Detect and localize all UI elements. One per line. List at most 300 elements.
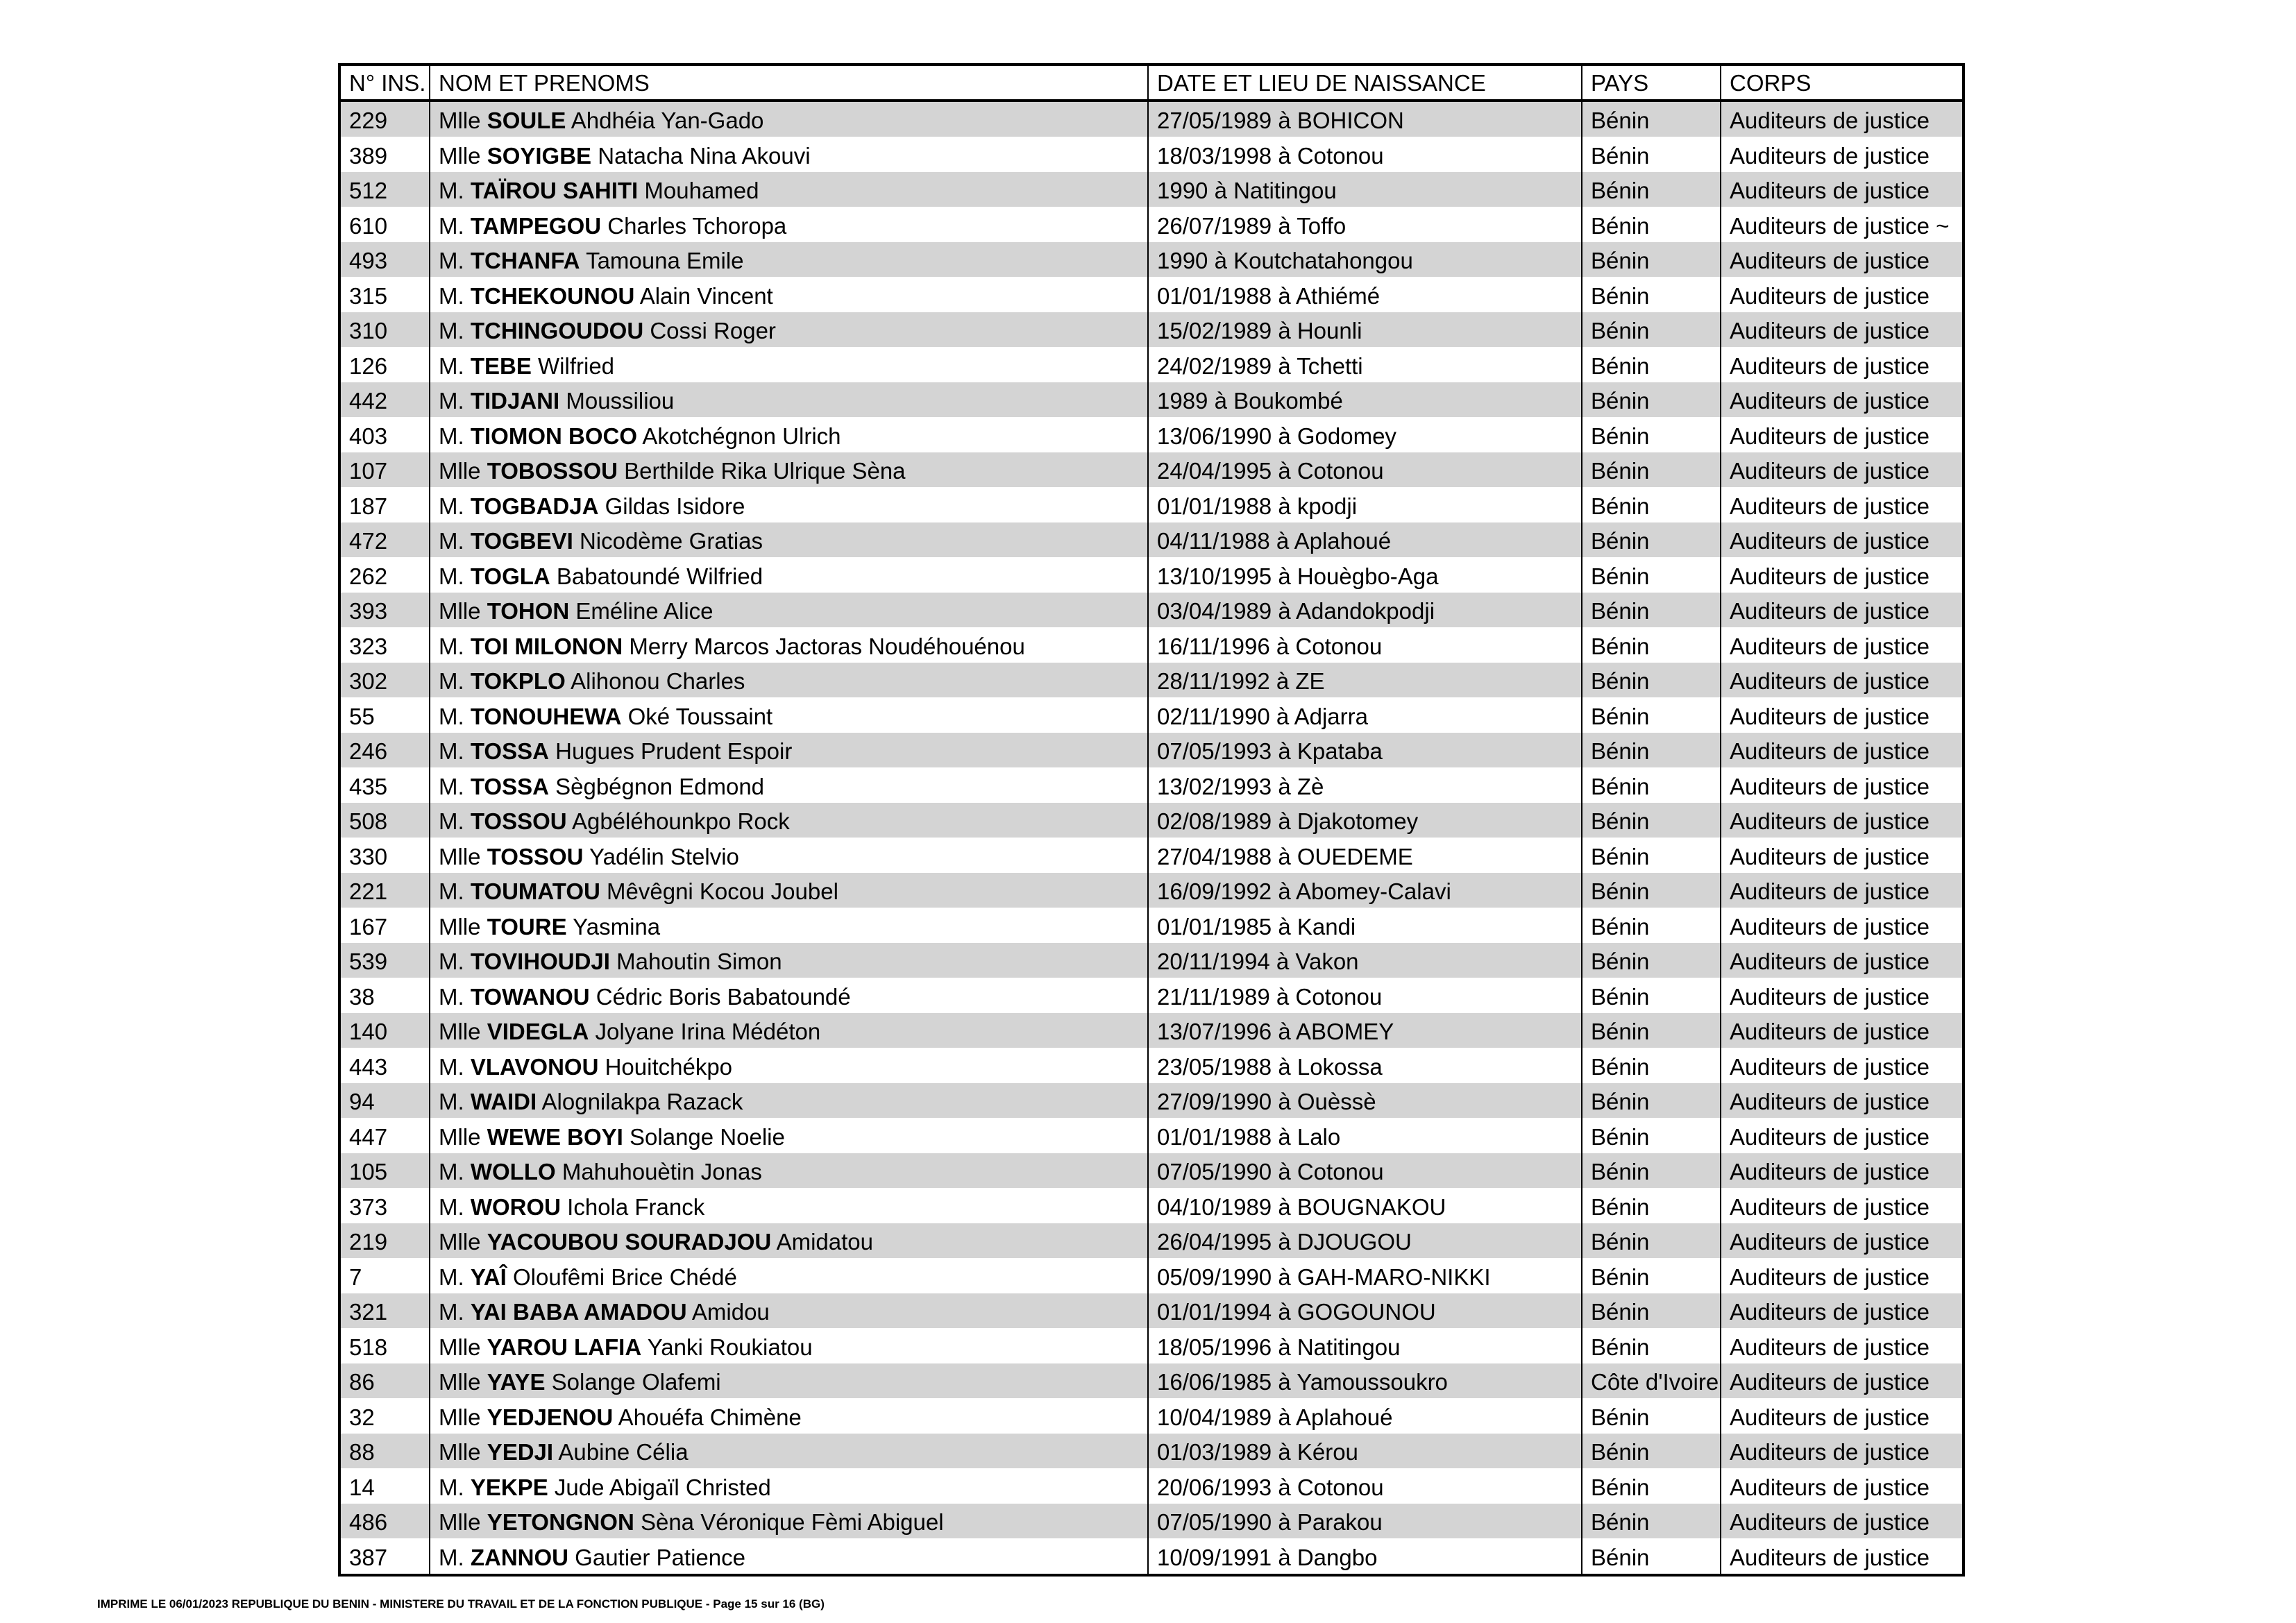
table-row <box>339 137 1964 173</box>
cell-country: Bénin <box>1582 698 1721 733</box>
table-row <box>339 978 1964 1014</box>
name-title: Mlle <box>439 1509 481 1535</box>
cell-country: Bénin <box>1582 663 1721 698</box>
table-row <box>339 348 1964 383</box>
cell-birth: 1990 à Koutchatahongou <box>1148 242 1582 278</box>
name-surname: YAÎ <box>470 1264 507 1290</box>
cell-corps: Auditeurs de justice <box>1721 628 1964 663</box>
cell-birth: 10/09/1991 à Dangbo <box>1148 1539 1582 1576</box>
name-title: M. <box>439 493 464 519</box>
name-surname: TAMPEGOU <box>470 213 602 239</box>
name-title: M. <box>439 808 464 834</box>
name-given: Merry Marcos Jactoras Noudéhouénou <box>629 634 1025 659</box>
cell-country: Bénin <box>1582 382 1721 418</box>
cell-corps: Auditeurs de justice <box>1721 663 1964 698</box>
cell-birth: 01/01/1988 à Athiémé <box>1148 278 1582 313</box>
name-surname: SOYIGBE <box>487 143 592 169</box>
name-given: Sèna Véronique Fèmi Abiguel <box>640 1509 944 1535</box>
cell-corps: Auditeurs de justice <box>1721 137 1964 173</box>
table-row <box>339 452 1964 488</box>
name-given: Akotchégnon Ulrich <box>642 423 841 449</box>
cell-num: 443 <box>339 1048 430 1084</box>
name-given: Houitchékpo <box>605 1054 733 1080</box>
cell-num: 32 <box>339 1399 430 1434</box>
name-surname: YEDJI <box>487 1439 554 1465</box>
name-given: Moussiliou <box>566 388 675 414</box>
cell-birth: 21/11/1989 à Cotonou <box>1148 978 1582 1014</box>
cell-corps: Auditeurs de justice <box>1721 1259 1964 1294</box>
cell-num: 187 <box>339 488 430 523</box>
name-surname: YAYE <box>487 1369 546 1395</box>
name-surname: TOBOSSOU <box>487 458 618 484</box>
name-title: M. <box>439 1159 464 1184</box>
cell-birth: 05/09/1990 à GAH-MARO-NIKKI <box>1148 1259 1582 1294</box>
name-title: Mlle <box>439 1334 481 1360</box>
cell-country: Bénin <box>1582 172 1721 207</box>
cell-name <box>430 1083 1148 1119</box>
name-title: M. <box>439 949 464 974</box>
cell-corps: Auditeurs de justice <box>1721 172 1964 207</box>
name-surname: TOSSA <box>470 774 549 799</box>
cell-birth: 13/10/1995 à Houègbo-Aga <box>1148 558 1582 593</box>
cell-country: Bénin <box>1582 908 1721 944</box>
cell-num: 435 <box>339 768 430 804</box>
cell-num: 518 <box>339 1329 430 1364</box>
cell-country: Bénin <box>1582 628 1721 663</box>
cell-name <box>430 838 1148 874</box>
name-surname: TAÏROU SAHITI <box>470 178 639 203</box>
name-given: Hugues Prudent Espoir <box>555 738 793 764</box>
cell-corps: Auditeurs de justice <box>1721 1119 1964 1154</box>
cell-country: Bénin <box>1582 312 1721 348</box>
cell-corps: Auditeurs de justice <box>1721 1083 1964 1119</box>
cell-num: 94 <box>339 1083 430 1119</box>
cell-name <box>430 1329 1148 1364</box>
cell-name <box>430 242 1148 278</box>
name-title: Mlle <box>439 143 481 169</box>
name-title: M. <box>439 283 464 309</box>
cell-num: 442 <box>339 382 430 418</box>
name-given: Ichola Franck <box>567 1194 705 1220</box>
cell-name <box>430 1119 1148 1154</box>
cell-country: Bénin <box>1582 733 1721 768</box>
table-row <box>339 418 1964 453</box>
cell-country: Bénin <box>1582 1259 1721 1294</box>
cell-birth: 18/03/1998 à Cotonou <box>1148 137 1582 173</box>
cell-num: 387 <box>339 1539 430 1576</box>
cell-corps: Auditeurs de justice <box>1721 452 1964 488</box>
table-row <box>339 1363 1964 1399</box>
cell-birth: 01/01/1985 à Kandi <box>1148 908 1582 944</box>
cell-country: Bénin <box>1582 593 1721 628</box>
cell-country: Bénin <box>1582 978 1721 1014</box>
table-row <box>339 172 1964 207</box>
name-given: Gildas Isidore <box>605 493 745 519</box>
cell-country: Bénin <box>1582 803 1721 838</box>
cell-corps: Auditeurs de justice <box>1721 1153 1964 1189</box>
cell-country: Bénin <box>1582 838 1721 874</box>
cell-birth: 02/11/1990 à Adjarra <box>1148 698 1582 733</box>
cell-num: 302 <box>339 663 430 698</box>
cell-corps: Auditeurs de justice <box>1721 1539 1964 1576</box>
name-given: Charles Tchoropa <box>607 213 787 239</box>
name-given: Alognilakpa Razack <box>541 1089 743 1114</box>
name-title: M. <box>439 1299 464 1325</box>
cell-name <box>430 1153 1148 1189</box>
name-title: Mlle <box>439 844 481 869</box>
cell-country: Bénin <box>1582 1434 1721 1469</box>
name-surname: TIOMON BOCO <box>470 423 637 449</box>
cell-corps: Auditeurs de justice <box>1721 382 1964 418</box>
cell-country: Bénin <box>1582 207 1721 243</box>
name-surname: TIDJANI <box>470 388 560 414</box>
name-surname: TEBE <box>470 353 532 379</box>
cell-corps: Auditeurs de justice <box>1721 1223 1964 1259</box>
name-given: Agbéléhounkpo Rock <box>571 808 790 834</box>
cell-num: 107 <box>339 452 430 488</box>
cell-name <box>430 1539 1148 1576</box>
cell-birth: 07/05/1990 à Parakou <box>1148 1504 1582 1539</box>
name-title: Mlle <box>439 1369 481 1395</box>
cell-name <box>430 1399 1148 1434</box>
table-row <box>339 1189 1964 1224</box>
name-title: Mlle <box>439 1019 481 1044</box>
cell-corps: Auditeurs de justice <box>1721 1013 1964 1048</box>
table-row <box>339 382 1964 418</box>
name-title: Mlle <box>439 1439 481 1465</box>
name-given: Sègbégnon Edmond <box>555 774 765 799</box>
cell-country: Bénin <box>1582 101 1721 137</box>
name-surname: YEDJENOU <box>487 1404 614 1430</box>
cell-num: 373 <box>339 1189 430 1224</box>
cell-corps: Auditeurs de justice <box>1721 312 1964 348</box>
name-title: Mlle <box>439 598 481 624</box>
name-surname: TCHEKOUNOU <box>470 283 635 309</box>
cell-num: 262 <box>339 558 430 593</box>
name-title: M. <box>439 318 464 343</box>
header-corps: CORPS <box>1721 65 1964 101</box>
cell-birth: 27/09/1990 à Ouèssè <box>1148 1083 1582 1119</box>
cell-name <box>430 278 1148 313</box>
cell-name <box>430 172 1148 207</box>
cell-corps: Auditeurs de justice <box>1721 733 1964 768</box>
name-title: M. <box>439 1054 464 1080</box>
cell-name <box>430 698 1148 733</box>
cell-num: 219 <box>339 1223 430 1259</box>
name-surname: YAI BABA AMADOU <box>470 1299 687 1325</box>
header-name: NOM ET PRENOMS <box>430 65 1148 101</box>
table-row <box>339 1434 1964 1469</box>
name-title: Mlle <box>439 1229 481 1255</box>
name-given: Ahdhéia Yan-Gado <box>571 108 764 133</box>
cell-corps: Auditeurs de justice <box>1721 908 1964 944</box>
cell-birth: 07/05/1990 à Cotonou <box>1148 1153 1582 1189</box>
name-given: Yasmina <box>573 914 661 940</box>
cell-corps: Auditeurs de justice <box>1721 1293 1964 1329</box>
name-title: M. <box>439 423 464 449</box>
name-title: M. <box>439 634 464 659</box>
name-surname: TCHINGOUDOU <box>470 318 644 343</box>
name-given: Solange Noelie <box>630 1124 785 1150</box>
cell-birth: 27/05/1989 à BOHICON <box>1148 101 1582 137</box>
table-row <box>339 488 1964 523</box>
name-given: Tamouna Emile <box>586 248 744 273</box>
name-title: M. <box>439 248 464 273</box>
name-given: Mêvêgni Kocou Joubel <box>607 878 838 904</box>
name-given: Mahoutin Simon <box>616 949 782 974</box>
cell-birth: 03/04/1989 à Adandokpodji <box>1148 593 1582 628</box>
cell-corps: Auditeurs de justice <box>1721 101 1964 137</box>
name-title: M. <box>439 528 464 554</box>
name-surname: WOROU <box>470 1194 561 1220</box>
cell-birth: 02/08/1989 à Djakotomey <box>1148 803 1582 838</box>
cell-country: Bénin <box>1582 1293 1721 1329</box>
name-title: M. <box>439 388 464 414</box>
cell-birth: 24/02/1989 à Tchetti <box>1148 348 1582 383</box>
table-row <box>339 1399 1964 1434</box>
cell-num: 126 <box>339 348 430 383</box>
name-surname: YACOUBOU SOURADJOU <box>487 1229 772 1255</box>
name-surname: VLAVONOU <box>470 1054 599 1080</box>
cell-name <box>430 803 1148 838</box>
cell-name <box>430 593 1148 628</box>
cell-corps: Auditeurs de justice <box>1721 418 1964 453</box>
cell-birth: 26/07/1989 à Toffo <box>1148 207 1582 243</box>
cell-num: 105 <box>339 1153 430 1189</box>
table-row <box>339 207 1964 243</box>
name-title: Mlle <box>439 914 481 940</box>
cell-num: 321 <box>339 1293 430 1329</box>
header-birth: DATE ET LIEU DE NAISSANCE <box>1148 65 1582 101</box>
cell-num: 389 <box>339 137 430 173</box>
table-row <box>339 733 1964 768</box>
table-row <box>339 838 1964 874</box>
table-row <box>339 278 1964 313</box>
cell-birth: 13/02/1993 à Zè <box>1148 768 1582 804</box>
cell-name <box>430 1259 1148 1294</box>
cell-name <box>430 558 1148 593</box>
name-title: M. <box>439 704 464 729</box>
results-table <box>338 63 1965 1577</box>
name-surname: TOSSOU <box>487 844 584 869</box>
table-row <box>339 1469 1964 1504</box>
name-title: M. <box>439 178 464 203</box>
cell-corps: Auditeurs de justice <box>1721 978 1964 1014</box>
cell-name <box>430 1048 1148 1084</box>
table-row <box>339 663 1964 698</box>
name-title: M. <box>439 668 464 694</box>
cell-corps: Auditeurs de justice <box>1721 348 1964 383</box>
cell-num: 512 <box>339 172 430 207</box>
cell-birth: 18/05/1996 à Natitingou <box>1148 1329 1582 1364</box>
table-row <box>339 1504 1964 1539</box>
cell-corps: Auditeurs de justice <box>1721 1434 1964 1469</box>
cell-birth: 28/11/1992 à ZE <box>1148 663 1582 698</box>
name-surname: TOSSA <box>470 738 549 764</box>
cell-name <box>430 207 1148 243</box>
cell-name <box>430 943 1148 978</box>
table-row <box>339 312 1964 348</box>
name-surname: TOGBEVI <box>470 528 573 554</box>
cell-corps: Auditeurs de justice <box>1721 558 1964 593</box>
cell-country: Bénin <box>1582 1399 1721 1434</box>
cell-num: 315 <box>339 278 430 313</box>
name-title: M. <box>439 738 464 764</box>
table-row <box>339 593 1964 628</box>
table-row <box>339 908 1964 944</box>
cell-name <box>430 663 1148 698</box>
cell-country: Bénin <box>1582 137 1721 173</box>
cell-birth: 13/06/1990 à Godomey <box>1148 418 1582 453</box>
cell-country: Bénin <box>1582 242 1721 278</box>
table-row <box>339 1083 1964 1119</box>
name-title: M. <box>439 1089 464 1114</box>
cell-country: Bénin <box>1582 278 1721 313</box>
cell-num: 493 <box>339 242 430 278</box>
name-given: Eméline Alice <box>575 598 714 624</box>
table-row <box>339 1013 1964 1048</box>
table-row <box>339 628 1964 663</box>
name-surname: TOHON <box>487 598 570 624</box>
cell-birth: 07/05/1993 à Kpataba <box>1148 733 1582 768</box>
cell-country: Bénin <box>1582 768 1721 804</box>
cell-name <box>430 1189 1148 1224</box>
cell-corps: Auditeurs de justice <box>1721 698 1964 733</box>
name-title: M. <box>439 1194 464 1220</box>
name-given: Jolyane Irina Médéton <box>595 1019 821 1044</box>
cell-name <box>430 452 1148 488</box>
cell-name <box>430 1223 1148 1259</box>
cell-corps: Auditeurs de justice <box>1721 522 1964 558</box>
name-given: Nicodème Gratias <box>579 528 763 554</box>
cell-country: Bénin <box>1582 1504 1721 1539</box>
cell-corps: Auditeurs de justice ~ <box>1721 207 1964 243</box>
cell-num: 221 <box>339 873 430 908</box>
table-row <box>339 1223 1964 1259</box>
table-row <box>339 1329 1964 1364</box>
cell-corps: Auditeurs de justice <box>1721 873 1964 908</box>
name-title: Mlle <box>439 108 481 133</box>
cell-country: Bénin <box>1582 1539 1721 1576</box>
name-given: Yadélin Stelvio <box>589 844 739 869</box>
cell-num: 508 <box>339 803 430 838</box>
cell-country: Bénin <box>1582 1083 1721 1119</box>
cell-birth: 23/05/1988 à Lokossa <box>1148 1048 1582 1084</box>
cell-corps: Auditeurs de justice <box>1721 1329 1964 1364</box>
name-given: Aubine Célia <box>558 1439 689 1465</box>
cell-name <box>430 137 1148 173</box>
name-given: Wilfried <box>538 353 615 379</box>
name-title: Mlle <box>439 1124 481 1150</box>
cell-country: Bénin <box>1582 488 1721 523</box>
cell-num: 14 <box>339 1469 430 1504</box>
cell-num: 246 <box>339 733 430 768</box>
header-country: PAYS <box>1582 65 1721 101</box>
name-surname: TOKPLO <box>470 668 566 694</box>
cell-num: 167 <box>339 908 430 944</box>
cell-name <box>430 628 1148 663</box>
name-surname: TONOUHEWA <box>470 704 622 729</box>
cell-name <box>430 1504 1148 1539</box>
cell-birth: 24/04/1995 à Cotonou <box>1148 452 1582 488</box>
cell-name <box>430 382 1148 418</box>
cell-name <box>430 1293 1148 1329</box>
cell-name <box>430 873 1148 908</box>
cell-country: Bénin <box>1582 452 1721 488</box>
name-surname: YETONGNON <box>487 1509 634 1535</box>
table-row <box>339 768 1964 804</box>
name-given: Oké Toussaint <box>627 704 773 729</box>
cell-name <box>430 101 1148 137</box>
name-surname: ZANNOU <box>470 1545 568 1570</box>
cell-corps: Auditeurs de justice <box>1721 1189 1964 1224</box>
cell-country: Bénin <box>1582 1469 1721 1504</box>
cell-country: Bénin <box>1582 1013 1721 1048</box>
name-given: Jude Abigaïl Christed <box>554 1475 771 1500</box>
cell-corps: Auditeurs de justice <box>1721 838 1964 874</box>
table-row <box>339 1539 1964 1576</box>
name-given: Mouhamed <box>644 178 759 203</box>
name-title: M. <box>439 353 464 379</box>
name-given: Cossi Roger <box>650 318 776 343</box>
cell-birth: 27/04/1988 à OUEDEME <box>1148 838 1582 874</box>
cell-birth: 1990 à Natitingou <box>1148 172 1582 207</box>
name-given: Gautier Patience <box>575 1545 745 1570</box>
cell-birth: 10/04/1989 à Aplahoué <box>1148 1399 1582 1434</box>
cell-corps: Auditeurs de justice <box>1721 1363 1964 1399</box>
cell-name <box>430 1434 1148 1469</box>
name-given: Oloufêmi Brice Chédé <box>513 1264 737 1290</box>
name-title: M. <box>439 1264 464 1290</box>
name-given: Solange Olafemi <box>551 1369 721 1395</box>
cell-country: Bénin <box>1582 1223 1721 1259</box>
table-row <box>339 803 1964 838</box>
cell-birth: 20/06/1993 à Cotonou <box>1148 1469 1582 1504</box>
name-surname: YEKPE <box>470 1475 548 1500</box>
cell-name <box>430 348 1148 383</box>
name-title: M. <box>439 563 464 589</box>
cell-birth: 16/06/1985 à Yamoussoukro <box>1148 1363 1582 1399</box>
name-surname: TOWANOU <box>470 984 590 1010</box>
cell-country: Bénin <box>1582 348 1721 383</box>
cell-birth: 04/11/1988 à Aplahoué <box>1148 522 1582 558</box>
cell-country: Côte d'Ivoire <box>1582 1363 1721 1399</box>
cell-corps: Auditeurs de justice <box>1721 242 1964 278</box>
cell-birth: 04/10/1989 à BOUGNAKOU <box>1148 1189 1582 1224</box>
name-title: M. <box>439 1475 464 1500</box>
cell-num: 486 <box>339 1504 430 1539</box>
name-title: Mlle <box>439 458 481 484</box>
cell-num: 610 <box>339 207 430 243</box>
table-row <box>339 1119 1964 1154</box>
cell-birth: 01/01/1988 à kpodji <box>1148 488 1582 523</box>
cell-birth: 26/04/1995 à DJOUGOU <box>1148 1223 1582 1259</box>
cell-num: 403 <box>339 418 430 453</box>
name-title: M. <box>439 213 464 239</box>
cell-country: Bénin <box>1582 1329 1721 1364</box>
name-given: Ahouéfa Chimène <box>618 1404 802 1430</box>
cell-corps: Auditeurs de justice <box>1721 1048 1964 1084</box>
name-surname: WAIDI <box>470 1089 537 1114</box>
cell-num: 330 <box>339 838 430 874</box>
cell-num: 88 <box>339 1434 430 1469</box>
name-given: Amidou <box>691 1299 770 1325</box>
table-row <box>339 242 1964 278</box>
name-surname: WOLLO <box>470 1159 556 1184</box>
cell-country: Bénin <box>1582 418 1721 453</box>
name-given: Amidatou <box>776 1229 873 1255</box>
cell-corps: Auditeurs de justice <box>1721 488 1964 523</box>
